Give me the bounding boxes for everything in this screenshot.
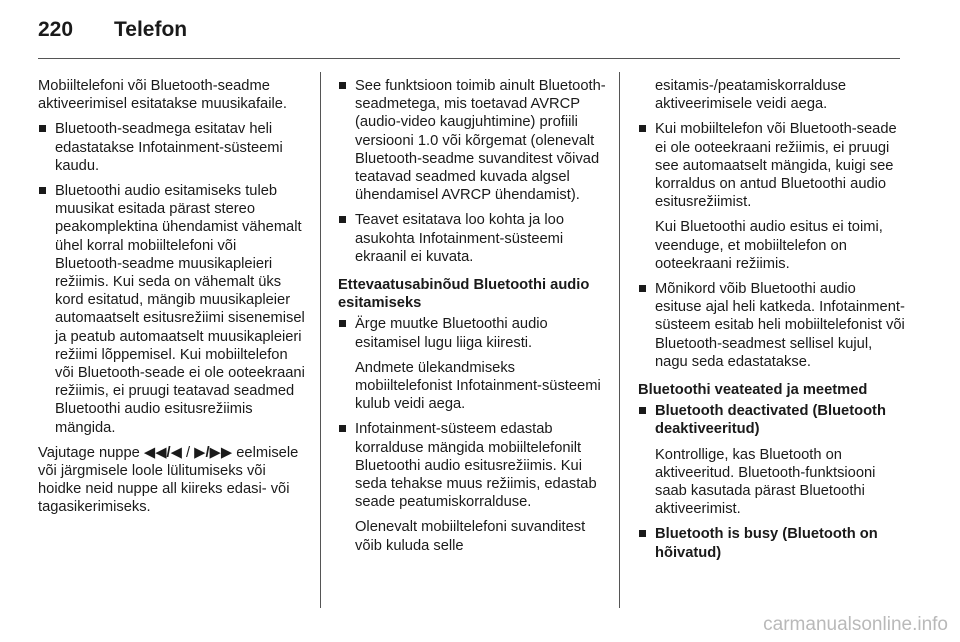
column-divider-1 bbox=[320, 72, 321, 608]
bullet-square-icon bbox=[39, 125, 46, 132]
section-heading: Bluetoothi veateated ja meetmed bbox=[638, 382, 868, 399]
bullet-square-icon bbox=[339, 82, 346, 89]
bullet-square-icon bbox=[639, 285, 646, 292]
column-divider-2 bbox=[619, 72, 620, 608]
list-item bbox=[338, 315, 606, 351]
bullet-square-icon bbox=[39, 187, 46, 194]
list-item bbox=[638, 402, 906, 438]
error-message-label: Bluetooth deactivated (Bluetooth deaktiveeritud) bbox=[655, 403, 886, 438]
list-item bbox=[338, 211, 606, 266]
error-message-label: Bluetooth is busy (Bluetooth on hõivatud) bbox=[655, 526, 878, 561]
bullet-text: Ärge muutke Bluetoothi audio esitamisel lugu liiga kiiresti. bbox=[355, 316, 548, 351]
column-1 bbox=[38, 77, 306, 524]
bullet-subparagraph: Kui Bluetoothi audio esitus ei toimi, veenduge, et mobiiltelefon on ooteekraani režiimis. bbox=[655, 219, 883, 272]
page-number: 220 bbox=[38, 18, 74, 41]
list-item bbox=[338, 77, 606, 204]
section-heading: Ettevaatusabinõud Bluetoothi audio esitamiseks bbox=[338, 277, 590, 312]
bullet-subparagraph: Kontrollige, kas Bluetooth on aktiveeritud. Bluetooth-funktsiooni saab kasutada pärast Bluetoothi aktiveerimist. bbox=[655, 446, 876, 518]
list-item bbox=[638, 525, 906, 561]
continuation-text: esitamis-/peatamiskorralduse aktiveerimisele veidi aega. bbox=[655, 78, 847, 113]
bullet-subparagraph: Andmete ülekandmiseks mobiiltelefonist Infotainment-süsteemi kulub veidi aega. bbox=[355, 359, 601, 413]
list-item bbox=[338, 420, 606, 511]
list-item bbox=[38, 120, 306, 175]
page-title: Telefon bbox=[114, 18, 188, 41]
watermark: carmanualsonline.info bbox=[763, 614, 948, 635]
controls-paragraph bbox=[38, 444, 306, 517]
outro-after: eelmisele või järgmisele loole lülitumiseks või hoidke neid nuppe all kiireks edasi- või tagasikerimiseks. bbox=[38, 444, 299, 516]
bullet-text: Bluetooth-seadmega esitatav heli edastatakse Infotainment-süsteemi kaudu. bbox=[55, 121, 283, 174]
list-item bbox=[638, 280, 906, 371]
bullet-text: See funktsioon toimib ainult Bluetooth-seadmetega, mis toetavad AVRCP (audio-video kaugjuhtimine) profiili versiooni 1.0 või kõrgemat (olenevalt Bluetooth-seadme suvanditest võivad teatavad seadmed kuvada algsel ühendamisel AVRCP ühendamist). bbox=[355, 78, 606, 204]
bullet-text: Infotainment-süsteem edastab korralduse mängida mobiiltelefonilt Bluetoothi audio esitusrežiimis. Kui seda tehakse muus režiimis, edastab seade peatumiskorralduse. bbox=[355, 421, 597, 511]
list-item bbox=[638, 120, 906, 211]
bullet-text: Bluetoothi audio esitamiseks tuleb muusikat esitada pärast stereo peakomplektina ühendamist vähemalt ühel korral mobiiltelefoni või Bluetooth-seadme muusikapleieri režiimis. Kui seda on vähemalt üks kord esitatud, mängib muusikapleier automaatselt esitusrežiimi sisenemisel ja peatub automaatselt muusikapleieri režiimi lõppemisel. Kui mobiiltelefon või Bluetooth-seade ei ole ooteekraani režiimis, ei pruugi teatavad seadmed Bluetoothi audio esitusrežiimis mängida. bbox=[55, 183, 305, 436]
bullet-square-icon bbox=[339, 425, 346, 432]
bullet-text: Teavet esitatava loo kohta ja loo asukohta Infotainment-süsteemi ekraanil ei kuvata. bbox=[355, 212, 565, 265]
header-rule bbox=[38, 58, 900, 59]
previous-track-icon: ◀◀/◀ bbox=[143, 444, 182, 461]
slash-separator: / bbox=[185, 444, 191, 461]
column-3 bbox=[638, 77, 906, 569]
bullet-square-icon bbox=[339, 320, 346, 327]
bullet-subparagraph: Olenevalt mobiiltelefoni suvanditest võib kuluda selle bbox=[355, 519, 586, 554]
list-item bbox=[38, 182, 306, 437]
next-track-icon: ▶/▶▶ bbox=[194, 444, 233, 461]
bullet-text: Kui mobiiltelefon või Bluetooth-seade ei ole ooteekraani režiimis, ei pruugi see automaatselt mängida, kuigi see korraldus on antud Bluetoothi audio esitusrežiimist. bbox=[655, 121, 897, 211]
column-2 bbox=[338, 77, 606, 562]
bullet-square-icon bbox=[339, 216, 346, 223]
bullet-square-icon bbox=[639, 125, 646, 132]
outro-before: Vajutage nuppe bbox=[38, 444, 140, 461]
intro-paragraph: Mobiiltelefoni või Bluetooth-seadme aktiveerimisel esitatakse muusikafaile. bbox=[38, 78, 287, 113]
bullet-text: Mõnikord võib Bluetoothi audio esituse ajal heli katkeda. Infotainment-süsteem esitab heli mobiiltelefonist või Bluetooth-seadmest sellisel kujul, nagu seda edastatakse. bbox=[655, 281, 905, 370]
bullet-square-icon bbox=[639, 407, 646, 414]
bullet-square-icon bbox=[639, 530, 646, 537]
